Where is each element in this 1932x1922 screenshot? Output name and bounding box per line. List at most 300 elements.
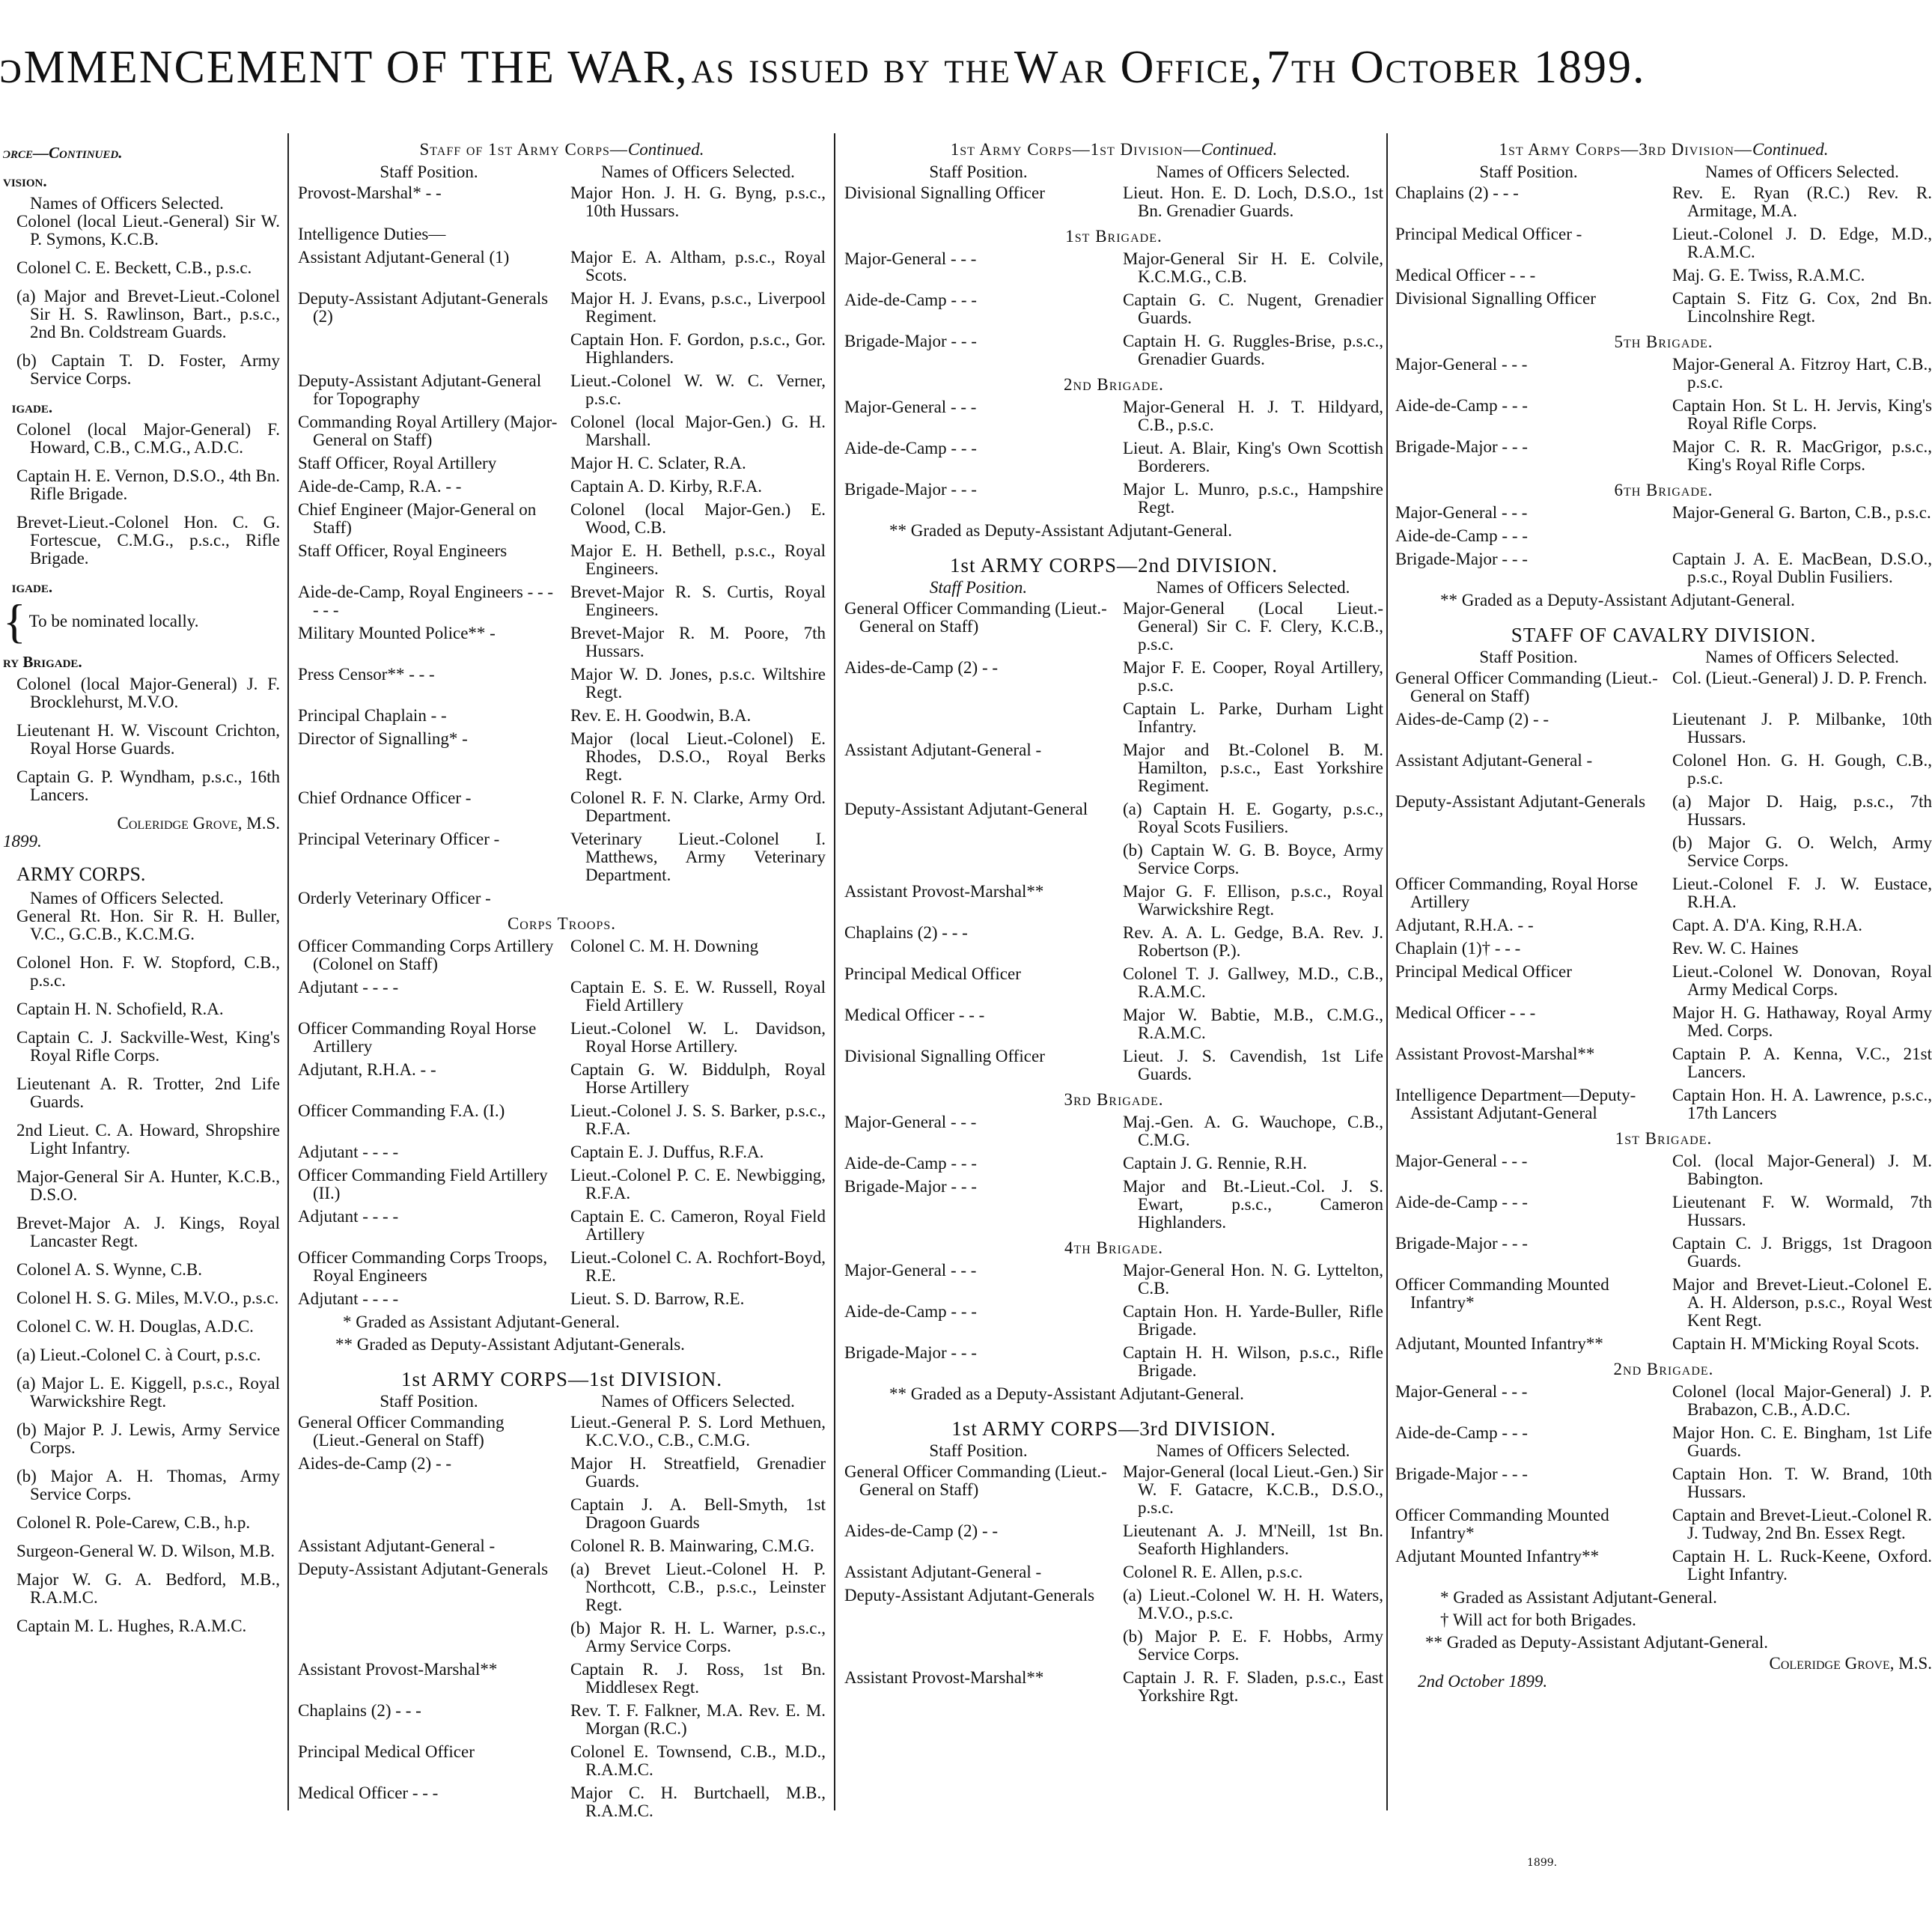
officer-name: Captain J. R. F. Sladen, p.s.c., East Yorkshire Rgt. [1123, 1668, 1383, 1705]
c1-signature: Coleridge Grove, M.S. [117, 814, 280, 833]
officer-name: Captain P. A. Kenna, V.C., 21st Lancers. [1672, 1044, 1932, 1081]
c3-h-names-3: Names of Officers Selected. [1156, 1441, 1350, 1460]
officer-name: Lieut. J. S. Cavendish, 1st Life Guards. [1123, 1047, 1383, 1083]
officer-name: Major F. E. Cooper, Royal Artillery, p.s.c. [1123, 658, 1383, 695]
c3-h-names-2: Names of Officers Selected. [1156, 578, 1350, 597]
staff-row [298, 830, 826, 884]
staff-row [1395, 752, 1932, 788]
staff-position: Brigade-Major - - - [1395, 1465, 1528, 1483]
officer-name: Col. (local Major-General) J. M. Babington. [1672, 1152, 1932, 1188]
officer-name: Major L. Munro, p.s.c., Hampshire Regt. [1123, 480, 1383, 517]
headline-main: ᴐMMENCEMENT OF THE WAR, [0, 42, 689, 93]
c1-entry: Brevet-Major A. J. Kings, Royal Lancaster Regt. [16, 1214, 280, 1250]
staff-row [298, 1784, 826, 1820]
c4-footnote-1: ** Graded as a Deputy-Assistant Adjutant-General. [1440, 591, 1795, 609]
officer-name: Captain L. Parke, Durham Light Infantry. [1123, 699, 1383, 736]
c3-title [844, 141, 1383, 159]
staff-position: Principal Veterinary Officer - [298, 830, 500, 848]
staff-position: Aide-de-Camp - - - [844, 1154, 977, 1173]
c2-table-c [298, 1414, 826, 1820]
staff-position: Provost-Marshal* - - [298, 183, 442, 202]
staff-position: Aides-de-Camp (2) - - [298, 1454, 452, 1473]
staff-position: Brigade-Major - - - [1395, 1234, 1528, 1253]
c1-entry: (b) Captain T. D. Foster, Army Service Corps. [16, 351, 280, 388]
staff-position: Assistant Adjutant-General - [844, 1563, 1042, 1581]
staff-row [1395, 1004, 1932, 1040]
staff-row [1395, 834, 1932, 870]
headline-date: 7th October 1899. [1267, 42, 1646, 93]
staff-position [1395, 834, 1662, 870]
officer-name: Captain H. H. Wilson, p.s.c., Rifle Brigade. [1123, 1343, 1383, 1380]
staff-row [1395, 504, 1932, 522]
officer-name: Maj. G. E. Twiss, R.A.M.C. [1672, 266, 1865, 285]
staff-row [844, 659, 1383, 695]
staff-row [844, 741, 1383, 795]
officer-name: Lieut.-Colonel P. C. E. Newbigging, R.F.A. [570, 1166, 826, 1202]
staff-row [844, 1006, 1383, 1042]
staff-position [844, 842, 1112, 878]
c3-brigade-2: 2nd Brigade. [1064, 375, 1164, 394]
c1-names-header: Names of Officers Selected. [30, 194, 224, 213]
staff-position: Deputy-Assistant Adjutant-General [844, 800, 1088, 818]
staff-position: Assistant Provost-Marshal** [298, 1660, 498, 1679]
c3-table-b1 [844, 250, 1383, 368]
officer-name: Rev. A. A. L. Gedge, B.A. Rev. J. Robertson (P.). [1123, 923, 1383, 960]
staff-position: Deputy-Assistant Adjutant-Generals [298, 1560, 549, 1578]
c3-title-text: 1st Army Corps—1st Division— [950, 140, 1201, 159]
staff-position: Major-General - - - [1395, 1152, 1528, 1170]
officer-name: Lieutenant A. J. M'Neill, 1st Bn. Seaforth Highlanders. [1123, 1521, 1383, 1558]
officer-name: (a) Brevet Lieut.-Colonel H. P. Northcott, C.B., p.s.c., Leinster Regt. [570, 1560, 826, 1614]
c1-entry: Lieutenant A. R. Trotter, 2nd Life Guards. [16, 1074, 280, 1111]
staff-row [1395, 669, 1932, 705]
staff-row [298, 542, 826, 578]
c1-brace-note [3, 594, 280, 648]
officer-name: (a) Captain H. E. Gogarty, p.s.c., Royal Scots Fusiliers. [1123, 800, 1383, 836]
column-rule-1 [287, 133, 289, 1810]
officer-name: Captain Hon. H. A. Lawrence, p.s.c., 17th Lancers [1672, 1086, 1932, 1122]
staff-position: Adjutant - - - - [298, 1289, 399, 1308]
officer-name: Lieutenant J. P. Milbanke, 10th Hussars. [1672, 710, 1932, 746]
staff-position: Chief Ordnance Officer - [298, 788, 472, 807]
staff-position: Chaplains (2) - - - [1395, 183, 1519, 202]
c1-section-brigade-b: ɪigade. [3, 578, 53, 596]
staff-position: Adjutant, R.H.A. - - [1395, 916, 1534, 934]
c1-section-cavalry-brigade: ry Brigade. [3, 653, 82, 671]
staff-row [1395, 1276, 1932, 1330]
staff-row [844, 965, 1383, 1001]
c4-table-b8 [1395, 1383, 1932, 1584]
officer-name: Major Hon. J. H. G. Byng, p.s.c., 10th Hussars. [570, 183, 826, 220]
c1-entry: Major W. G. A. Bedford, M.B., R.A.M.C. [16, 1570, 280, 1607]
staff-position: Brigade-Major - - - [1395, 550, 1528, 568]
staff-position: Adjutant - - - - [298, 978, 399, 997]
officer-name: Colonel (local Major-General) J. P. Brabazon, C.B., A.D.C. [1672, 1382, 1932, 1419]
staff-row [1395, 438, 1932, 474]
c4-footnote-3: † Will act for both Brigades. [1440, 1611, 1636, 1629]
staff-row [298, 1208, 826, 1244]
staff-position: Aide-de-Camp - - - [1395, 526, 1528, 545]
officer-name: Brevet-Major R. S. Curtis, Royal Engineers. [570, 583, 826, 619]
staff-row [1395, 397, 1932, 433]
officer-name: Colonel (local Major-Gen.) G. H. Marshall. [570, 413, 826, 449]
c4-brigade-cav-2: 2nd Brigade. [1613, 1360, 1714, 1378]
c4-col-headers-2 [1395, 648, 1932, 666]
staff-row [298, 290, 826, 326]
officer-name: Colonel Hon. G. H. Gough, C.B., p.s.c. [1672, 751, 1932, 788]
staff-row [298, 413, 826, 449]
c1-entry: Colonel R. Pole-Carew, C.B., h.p. [16, 1513, 251, 1532]
staff-row [298, 1455, 826, 1491]
staff-position: Press Censor** - - - [298, 665, 435, 684]
staff-position: Staff Officer, Royal Engineers [298, 541, 508, 560]
officer-name: Maj.-Gen. A. G. Wauchope, C.B., C.M.G. [1123, 1113, 1383, 1149]
staff-row [1395, 916, 1932, 934]
c4-brigade-5: 5th Brigade. [1614, 332, 1713, 351]
staff-row [298, 478, 826, 496]
officer-name: Colonel C. M. H. Downing [570, 937, 759, 955]
c1-list-b [3, 421, 280, 568]
staff-row [1395, 225, 1932, 261]
staff-position: Aide-de-Camp, Royal Engineers - - - - - - [298, 583, 554, 619]
staff-row [844, 600, 1383, 654]
staff-row [298, 937, 826, 973]
staff-row [844, 440, 1383, 475]
staff-row [844, 291, 1383, 327]
c1-entry: Major-General Sir A. Hunter, K.C.B., D.S.O. [16, 1167, 280, 1204]
c3-col-headers-2 [844, 579, 1383, 597]
staff-row [298, 1537, 826, 1555]
staff-position: Staff Officer, Royal Artillery [298, 454, 497, 472]
officer-name: Major G. F. Ellison, p.s.c., Royal Warwickshire Regt. [1123, 882, 1383, 919]
c1-section-brigade-a: ɪigade. [3, 398, 53, 416]
staff-position [298, 1620, 560, 1655]
officer-name: Lieut. Hon. E. D. Loch, D.S.O., 1st Bn. Grenadier Guards. [1123, 183, 1383, 220]
staff-row [298, 1560, 826, 1614]
staff-row [844, 1587, 1383, 1623]
staff-row [844, 1262, 1383, 1298]
staff-position: Chaplain (1)† - - - [1395, 939, 1521, 958]
staff-position: Deputy-Assistant Adjutant-Generals [1395, 792, 1646, 811]
c1-entry: Surgeon-General W. D. Wilson, M.B. [16, 1542, 275, 1560]
officer-name: Major-General A. Fitzroy Hart, C.B., p.s.c. [1672, 355, 1932, 392]
officer-name [570, 889, 826, 907]
staff-position: Adjutant - - - - [298, 1207, 399, 1226]
c1-entry: Lieutenant H. W. Viscount Crichton, Royal Horse Guards. [16, 721, 280, 758]
staff-position: Brigade-Major - - - [844, 1343, 977, 1362]
officer-name: (b) Major P. E. F. Hobbs, Army Service Corps. [1123, 1627, 1383, 1664]
staff-position: Aide-de-Camp - - - [1395, 1423, 1528, 1442]
c1-entry: (a) Major L. E. Kiggell, p.s.c., Royal Warwickshire Regt. [16, 1374, 280, 1411]
staff-row [844, 1303, 1383, 1339]
column-rule-3 [1386, 133, 1388, 1810]
staff-row [298, 666, 826, 702]
column-4 [1395, 133, 1932, 1691]
staff-position: Aide-de-Camp - - - [844, 1302, 977, 1321]
c4-table-a [1395, 184, 1932, 326]
officer-name: Major and Bt.-Colonel B. M. Hamilton, p.s.c., East Yorkshire Regiment. [1123, 740, 1383, 795]
officer-name [570, 225, 826, 243]
staff-row [1395, 875, 1932, 911]
officer-name: Major (local Lieut.-Colonel) E. Rhodes, D.S.O., Royal Berks Regt. [570, 729, 826, 784]
column-2 [298, 133, 826, 1825]
staff-position: Assistant Provost-Marshal** [844, 882, 1044, 901]
staff-row [298, 1620, 826, 1655]
officer-name: Captain E. J. Duffus, R.F.A. [570, 1143, 764, 1161]
officer-name: Captain J. G. Rennie, R.H. [1123, 1154, 1307, 1173]
staff-position: Officer Commanding, Royal Horse Artillery [1395, 875, 1639, 911]
officer-name: Colonel R. B. Mainwaring, C.M.G. [570, 1536, 814, 1555]
staff-row [1395, 711, 1932, 746]
c3-brigade-1: 1st Brigade. [1065, 227, 1162, 246]
c2-footnote-1: * Graded as Assistant Adjutant-General. [343, 1313, 620, 1331]
c2-corps-troops: Corps Troops. [507, 914, 617, 933]
staff-position: Deputy-Assistant Adjutant-General for Topography [298, 371, 542, 408]
staff-position: Chaplains (2) - - - [844, 923, 968, 942]
c1-entry: Colonel (local Major-General) J. F. Brocklehurst, M.V.O. [16, 675, 280, 711]
c1-entry: Captain C. J. Sackville-West, King's Royal Rifle Corps. [16, 1028, 280, 1065]
officer-name: Major-General (local Lieut.-Gen.) Sir W. F. Gatacre, K.C.B., D.S.O., p.s.c. [1123, 1462, 1383, 1517]
c1-entry: (b) Major A. H. Thomas, Army Service Corps. [16, 1467, 280, 1503]
staff-position: General Officer Commanding (Lieut.-General on Staff) [844, 599, 1107, 636]
officer-name: Captain Hon. F. Gordon, p.s.c., Gor. Highlanders. [570, 330, 826, 367]
officer-name: (b) Captain W. G. B. Boyce, Army Service Corps. [1123, 841, 1383, 878]
officer-name: Captain G. W. Biddulph, Royal Horse Artillery [570, 1060, 826, 1097]
column-3 [844, 133, 1383, 1710]
c4-title [1395, 141, 1932, 159]
staff-row [298, 1414, 826, 1450]
officer-name: Lieut.-Colonel W. Donovan, Royal Army Medical Corps. [1672, 962, 1932, 999]
c1-entry: Captain H. N. Schofield, R.A. [16, 1000, 224, 1018]
staff-row [844, 1563, 1383, 1581]
staff-row [298, 1143, 826, 1161]
staff-position: Director of Signalling* - [298, 729, 468, 748]
officer-name: (a) Major D. Haig, p.s.c., 7th Hussars. [1672, 792, 1932, 829]
officer-name: Captain H. M'Micking Royal Scots. [1672, 1334, 1919, 1353]
c1-list-c [3, 675, 280, 804]
staff-position: Medical Officer - - - [1395, 1003, 1536, 1022]
staff-row [844, 700, 1383, 736]
officer-name: Captain A. D. Kirby, R.F.A. [570, 477, 763, 496]
staff-position: Adjutant - - - - [298, 1143, 399, 1161]
c4-title-text: 1st Army Corps—3rd Division— [1499, 140, 1752, 159]
staff-row [1395, 963, 1932, 999]
officer-name [1672, 527, 1932, 545]
staff-position: Aide-de-Camp - - - [1395, 396, 1528, 415]
staff-position: Major-General - - - [1395, 355, 1528, 374]
c4-brigade-cav-1: 1st Brigade. [1615, 1129, 1713, 1148]
staff-row [1395, 527, 1932, 545]
staff-row [298, 789, 826, 825]
staff-row [1395, 1424, 1932, 1460]
officer-name: (b) Major G. O. Welch, Army Service Corps. [1672, 833, 1932, 870]
staff-row [298, 1020, 826, 1056]
staff-row [298, 372, 826, 408]
officer-name: Major and Bt.-Lieut.-Col. J. S. Ewart, p.s.c., Cameron Highlanders. [1123, 1177, 1383, 1232]
c1-entry: (a) Lieut.-Colonel C. à Court, p.s.c. [16, 1345, 261, 1364]
c4-cavalry-title: STAFF OF CAVALRY DIVISION. [1511, 624, 1817, 646]
c2-col-headers [298, 163, 826, 181]
staff-row [298, 1290, 826, 1308]
officer-name: Major-General (Local Lieut.-General) Sir C. F. Clery, K.C.B., p.s.c. [1123, 599, 1383, 654]
c1-entry: Colonel (local Major-General) F. Howard, C.B., C.M.G., A.D.C. [16, 420, 280, 457]
officer-name: Major H. Streatfield, Grenadier Guards. [570, 1454, 826, 1491]
staff-row [298, 331, 826, 367]
staff-position: Principal Medical Officer [1395, 962, 1572, 981]
staff-position: Assistant Adjutant-General - [1395, 751, 1593, 770]
staff-position [844, 1628, 1112, 1664]
officer-name: Captain Hon. St L. H. Jervis, King's Royal Rifle Corps. [1672, 396, 1932, 433]
c3-h-names: Names of Officers Selected. [1156, 162, 1350, 181]
c3-division-3-title: 1st ARMY CORPS—3rd DIVISION. [951, 1417, 1276, 1440]
c1-brace-text: To be nominated locally. [28, 612, 199, 630]
staff-row [844, 800, 1383, 836]
staff-position: Medical Officer - - - [1395, 266, 1536, 285]
staff-row [844, 184, 1383, 220]
c1-entry: Colonel H. S. G. Miles, M.V.O., p.s.c. [16, 1289, 279, 1307]
c1-entry: 2nd Lieut. C. A. Howard, Shropshire Light Infantry. [16, 1121, 280, 1158]
staff-position: General Officer Commanding (Lieut.-General on Staff) [844, 1462, 1107, 1499]
c1-entry: Colonel C. W. H. Douglas, A.D.C. [16, 1317, 254, 1336]
staff-row [298, 624, 826, 660]
staff-row [298, 249, 826, 285]
officer-name: Major E. A. Altham, p.s.c., Royal Scots. [570, 248, 826, 285]
officer-name: Lieut.-Colonel J. S. S. Barker, p.s.c., R.F.A. [570, 1101, 826, 1138]
staff-row [298, 1743, 826, 1779]
c3-table-c [844, 600, 1383, 1083]
staff-row [844, 332, 1383, 368]
staff-row [298, 1496, 826, 1532]
staff-row [298, 1061, 826, 1097]
staff-row [844, 883, 1383, 919]
officer-name: Brevet-Major R. M. Poore, 7th Hussars. [570, 624, 826, 660]
c1-list-d [3, 907, 280, 1635]
c2-title-text: Staff of 1st Army Corps— [419, 140, 628, 159]
officer-name: Colonel R. F. N. Clarke, Army Ord. Department. [570, 788, 826, 825]
staff-row [844, 1178, 1383, 1232]
staff-position: Brigade-Major - - - [844, 332, 977, 350]
officer-name: Major E. H. Bethell, p.s.c., Royal Engineers. [570, 541, 826, 578]
c1-names-header-2: Names of Officers Selected. [30, 889, 224, 907]
staff-row [298, 730, 826, 784]
officer-name: Rev. W. C. Haines [1672, 939, 1799, 958]
c4-table-b7 [1395, 1152, 1932, 1353]
officer-name: Major H. C. Sclater, R.A. [570, 454, 746, 472]
c1-year: 1899. [3, 832, 42, 851]
staff-row [298, 225, 826, 243]
headline-issued: as issued by the [691, 42, 1011, 93]
c4-date: 2nd October 1899. [1418, 1672, 1548, 1691]
c4-h-names-2: Names of Officers Selected. [1705, 648, 1899, 666]
staff-position: Aides-de-Camp (2) - - [1395, 710, 1549, 729]
officer-name: Rev. T. F. Falkner, M.A. Rev. E. M. Morgan (R.C.) [570, 1701, 826, 1738]
staff-row [1395, 184, 1932, 220]
staff-row [844, 1047, 1383, 1083]
officer-name: Lieut. S. D. Barrow, R.E. [570, 1289, 745, 1308]
officer-name: Captain and Brevet-Lieut.-Colonel R. J. Tudway, 2nd Bn. Essex Regt. [1672, 1506, 1932, 1542]
staff-position: Adjutant, Mounted Infantry** [1395, 1334, 1603, 1353]
staff-position: Principal Medical Officer - [1395, 225, 1582, 243]
staff-row [298, 1167, 826, 1202]
staff-row [1395, 1045, 1932, 1081]
officer-name: Major C. H. Burtchaell, M.B., R.A.M.C. [570, 1783, 826, 1820]
staff-position: Officer Commanding Field Artillery (II.) [298, 1166, 548, 1202]
c3-col-headers-3 [844, 1442, 1383, 1460]
officer-name: Lieut. A. Blair, King's Own Scottish Borderers. [1123, 439, 1383, 475]
officer-name: Lieut.-Colonel F. J. W. Eustace, R.H.A. [1672, 875, 1932, 911]
officer-name: Major Hon. C. E. Bingham, 1st Life Guards. [1672, 1423, 1932, 1460]
staff-row [844, 481, 1383, 517]
staff-row [844, 924, 1383, 960]
c3-title-italic: Continued. [1201, 140, 1278, 159]
c2-table-a [298, 184, 826, 907]
staff-row [1395, 1193, 1932, 1229]
officer-name: Colonel E. Townsend, C.B., M.D., R.A.M.C. [570, 1742, 826, 1779]
officer-name: Lieut.-Colonel C. A. Rochfort-Boyd, R.E. [570, 1248, 826, 1285]
c1-entry: Brevet-Lieut.-Colonel Hon. C. G. Fortescue, C.M.G., p.s.c., Rifle Brigade. [16, 513, 280, 568]
c3-division-2-title: 1st ARMY CORPS—2nd DIVISION. [949, 554, 1279, 577]
c4-h-position-2: Staff Position. [1479, 648, 1578, 666]
staff-position: Military Mounted Police** - [298, 624, 496, 642]
staff-row [1395, 1506, 1932, 1542]
c2-division-title: 1st ARMY CORPS—1st DIVISION. [400, 1368, 723, 1390]
staff-position: Officer Commanding F.A. (I.) [298, 1101, 505, 1120]
staff-position: Intelligence Department—Deputy-Assistant Adjutant-General [1395, 1086, 1636, 1122]
staff-position: Assistant Adjutant-General (1) [298, 248, 510, 267]
c3-table-a [844, 184, 1383, 220]
c4-brigade-6: 6th Brigade. [1614, 481, 1713, 499]
c3-footnote-1: ** Graded as Deputy-Assistant Adjutant-General. [889, 521, 1232, 540]
staff-row [1395, 1548, 1932, 1584]
c1-army-corps-title: ARMY CORPS. [16, 863, 146, 885]
staff-position: Chaplains (2) - - - [298, 1701, 421, 1720]
c2-h-position-2: Staff Position. [380, 1392, 478, 1411]
staff-position: Aide-de-Camp, R.A. - - [298, 477, 462, 496]
staff-row [298, 1102, 826, 1138]
staff-position: Assistant Provost-Marshal** [1395, 1044, 1595, 1063]
c4-h-names: Names of Officers Selected. [1705, 162, 1899, 181]
c1-section-division: vision. [3, 172, 47, 190]
staff-position: Medical Officer - - - [298, 1783, 439, 1802]
c2-title-italic: Continued. [627, 140, 704, 159]
staff-position: Major-General - - - [1395, 503, 1528, 522]
c1-section-force: ɔrce—Continued. [3, 144, 123, 162]
officer-name: Major-General H. J. T. Hildyard, C.B., p.s.c. [1123, 398, 1383, 434]
c3-footnote-2: ** Graded as a Deputy-Assistant Adjutant-General. [889, 1384, 1244, 1403]
staff-row [844, 1463, 1383, 1517]
staff-position: Assistant Provost-Marshal** [844, 1668, 1044, 1687]
c4-title-italic: Continued. [1752, 140, 1829, 159]
staff-position: Aide-de-Camp - - - [844, 291, 977, 309]
officer-name: Captain E. S. E. W. Russell, Royal Field Artillery [570, 978, 826, 1015]
officer-name: Captain S. Fitz G. Cox, 2nd Bn. Lincolnshire Regt. [1672, 289, 1932, 326]
staff-row [298, 184, 826, 220]
officer-name: Major H. J. Evans, p.s.c., Liverpool Regiment. [570, 289, 826, 326]
staff-position: Brigade-Major - - - [844, 480, 977, 499]
staff-row [844, 1669, 1383, 1705]
staff-row [844, 1155, 1383, 1173]
c2-footnote-2: ** Graded as Deputy-Assistant Adjutant-Generals. [335, 1335, 685, 1354]
c1-entry: Colonel C. E. Beckett, C.B., p.s.c. [16, 258, 252, 277]
staff-row [1395, 1383, 1932, 1419]
c4-footnote-2: * Graded as Assistant Adjutant-General. [1440, 1588, 1717, 1607]
staff-position: General Officer Commanding (Lieut.-General on Staff) [1395, 669, 1658, 705]
c4-signature: Coleridge Grove, M.S. [1769, 1654, 1932, 1673]
staff-position: Major-General - - - [844, 398, 977, 416]
staff-row [1395, 1086, 1932, 1122]
staff-position: Aides-de-Camp (2) - - [844, 658, 999, 677]
staff-position: Adjutant Mounted Infantry** [1395, 1547, 1600, 1566]
